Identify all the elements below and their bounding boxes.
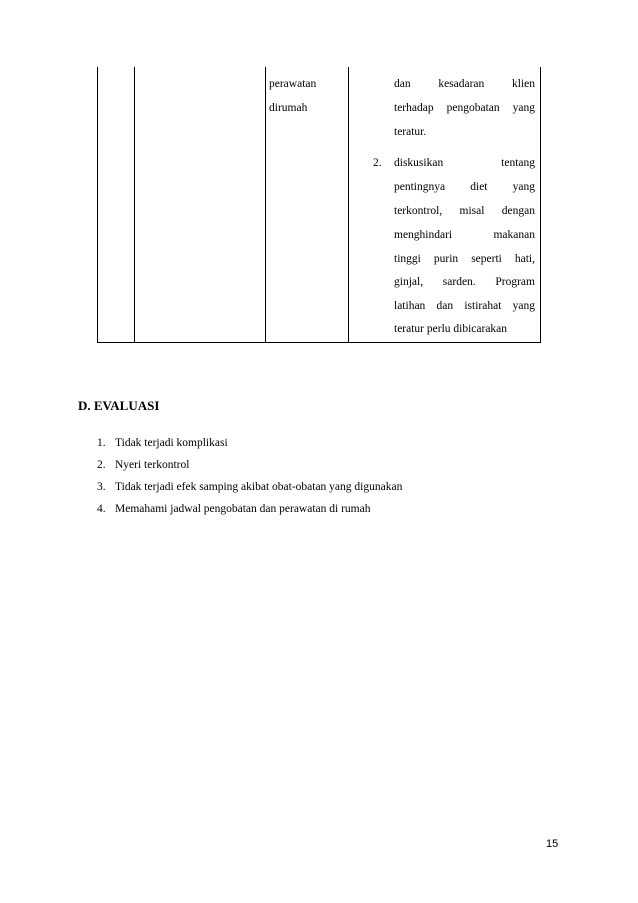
list-item: 3. Tidak terjadi efek samping akibat obat-obatan yang digunakan: [97, 481, 403, 493]
intervention-line: terkontrol, misal dengan: [394, 205, 535, 217]
intervention-line: terhadap pengobatan yang: [394, 102, 535, 114]
intervention-line: diskusikan tentang: [394, 157, 535, 169]
column-divider: [348, 67, 349, 342]
intervention-line: tinggi purin seperti hati,: [394, 253, 535, 265]
column-divider: [265, 67, 266, 342]
intervention-line: latihan dan istirahat yang: [394, 300, 535, 312]
intervention-line: ginjal, sarden. Program: [394, 276, 535, 288]
page-number: 15: [546, 838, 559, 850]
intervention-line: teratur.: [394, 126, 427, 138]
list-item: 4. Memahami jadwal pengobatan dan perawatan di rumah: [97, 503, 371, 515]
intervention-line: menghindari makanan: [394, 229, 535, 241]
list-item: 1. Tidak terjadi komplikasi: [97, 437, 228, 449]
column-divider: [134, 67, 135, 342]
intervention-line: teratur perlu dibicarakan: [394, 323, 508, 335]
intervention-number: 2.: [373, 157, 382, 169]
table-cell-text: dirumah: [269, 102, 308, 114]
section-heading: D. EVALUASI: [78, 398, 160, 413]
intervention-line: pentingnya diet yang: [394, 181, 535, 193]
table-cell-text: perawatan: [269, 78, 317, 90]
list-item: 2. Nyeri terkontrol: [97, 459, 190, 471]
intervention-line: dan kesadaran klien: [394, 78, 535, 90]
